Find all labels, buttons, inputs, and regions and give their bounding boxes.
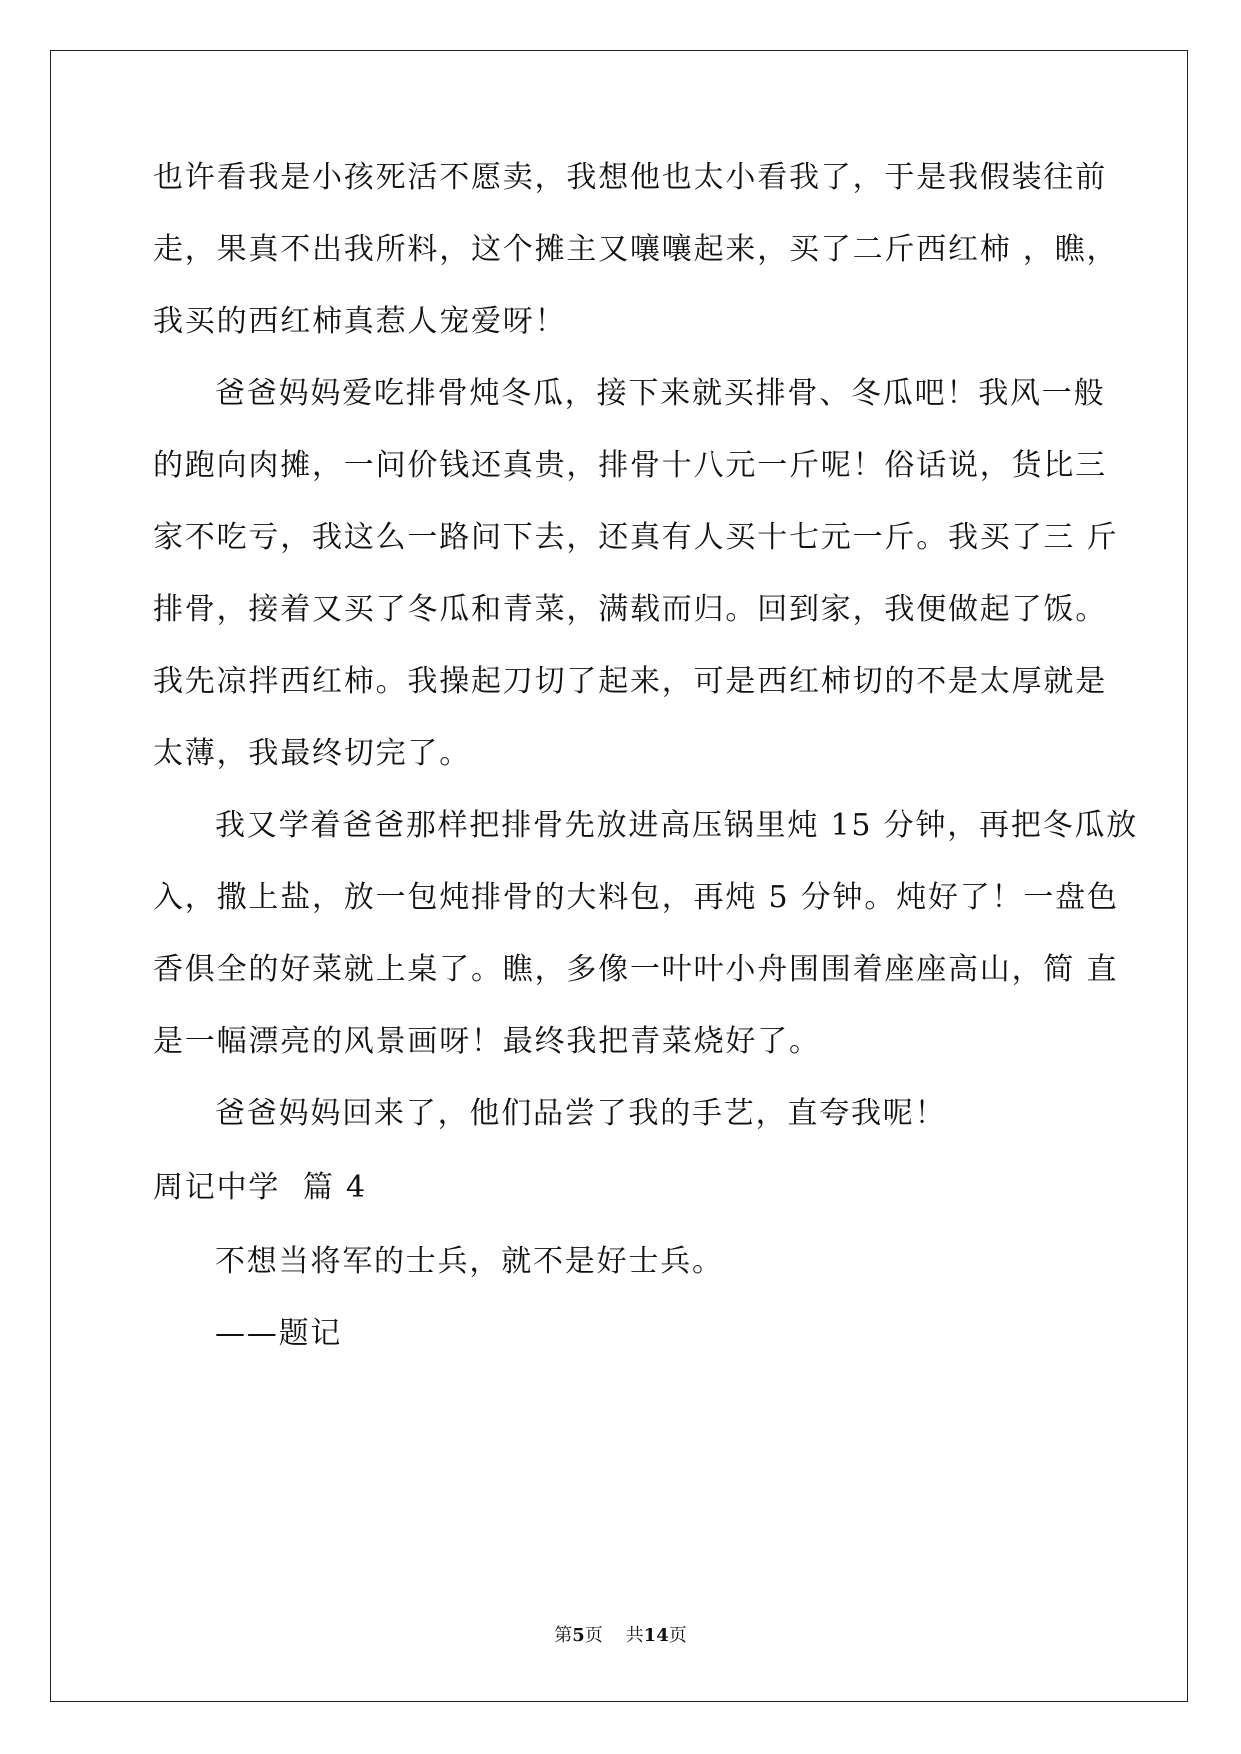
page-border — [50, 50, 1188, 1702]
footer-prefix: 第 — [554, 1625, 573, 1646]
footer-page-unit: 页 — [584, 1625, 603, 1646]
text-line: 也许看我是小孩死活不愿卖，我想他也太小看我了，于是我假装往前 — [153, 160, 1107, 195]
total-page-count: 14 — [643, 1625, 669, 1646]
text-line: 太薄，我最终切完了。 — [153, 736, 471, 771]
text-line: 排骨，接着又买了冬瓜和青菜，满载而归。回到家，我便做起了饭。 — [153, 592, 1107, 627]
current-page-number: 5 — [572, 1625, 585, 1646]
footer-total-prefix: 共 — [625, 1625, 644, 1646]
text-line: 我又学着爸爸那样把排骨先放进高压锅里炖 15 分钟，再把冬瓜放 — [215, 808, 1139, 843]
text-line: 入，撒上盐，放一包炖排骨的大料包，再炖 5 分钟。炖好了！一盘色 — [153, 880, 1119, 915]
text-line: 走，果真不出我所料，这个摊主又嚷嚷起来，买了二斤西红柿 ，瞧， — [153, 232, 1119, 267]
epigraph-source: ——题记 — [215, 1316, 343, 1351]
text-line: 是一幅漂亮的风景画呀！最终我把青菜烧好了。 — [153, 1024, 821, 1059]
text-line: 香俱全的好菜就上桌了。瞧，多像一叶叶小舟围围着座座高山，简 直 — [153, 952, 1119, 987]
text-line: 的跑向肉摊，一问价钱还真贵，排骨十八元一斤呢！俗话说，货比三 — [153, 448, 1107, 483]
section-title: 周记中学 篇 4 — [153, 1170, 367, 1205]
text-line: 我先凉拌西红柿。我操起刀切了起来，可是西红柿切的不是太厚就是 — [153, 664, 1107, 699]
text-line: 我买的西红柿真惹人宠爱呀！ — [153, 304, 567, 339]
footer-total-unit: 页 — [668, 1625, 687, 1646]
text-line: 爸爸妈妈回来了，他们品尝了我的手艺，直夸我呢！ — [215, 1096, 947, 1131]
text-line: 家不吃亏，我这么一路问下去，还真有人买十七元一斤。我买了三 斤 — [153, 520, 1119, 555]
epigraph: 不想当将军的士兵，就不是好士兵。 — [215, 1244, 724, 1279]
text-line: 爸爸妈妈爱吃排骨炖冬瓜，接下来就买排骨、冬瓜吧！我风一般 — [215, 376, 1106, 411]
page-footer — [0, 1624, 1241, 1648]
